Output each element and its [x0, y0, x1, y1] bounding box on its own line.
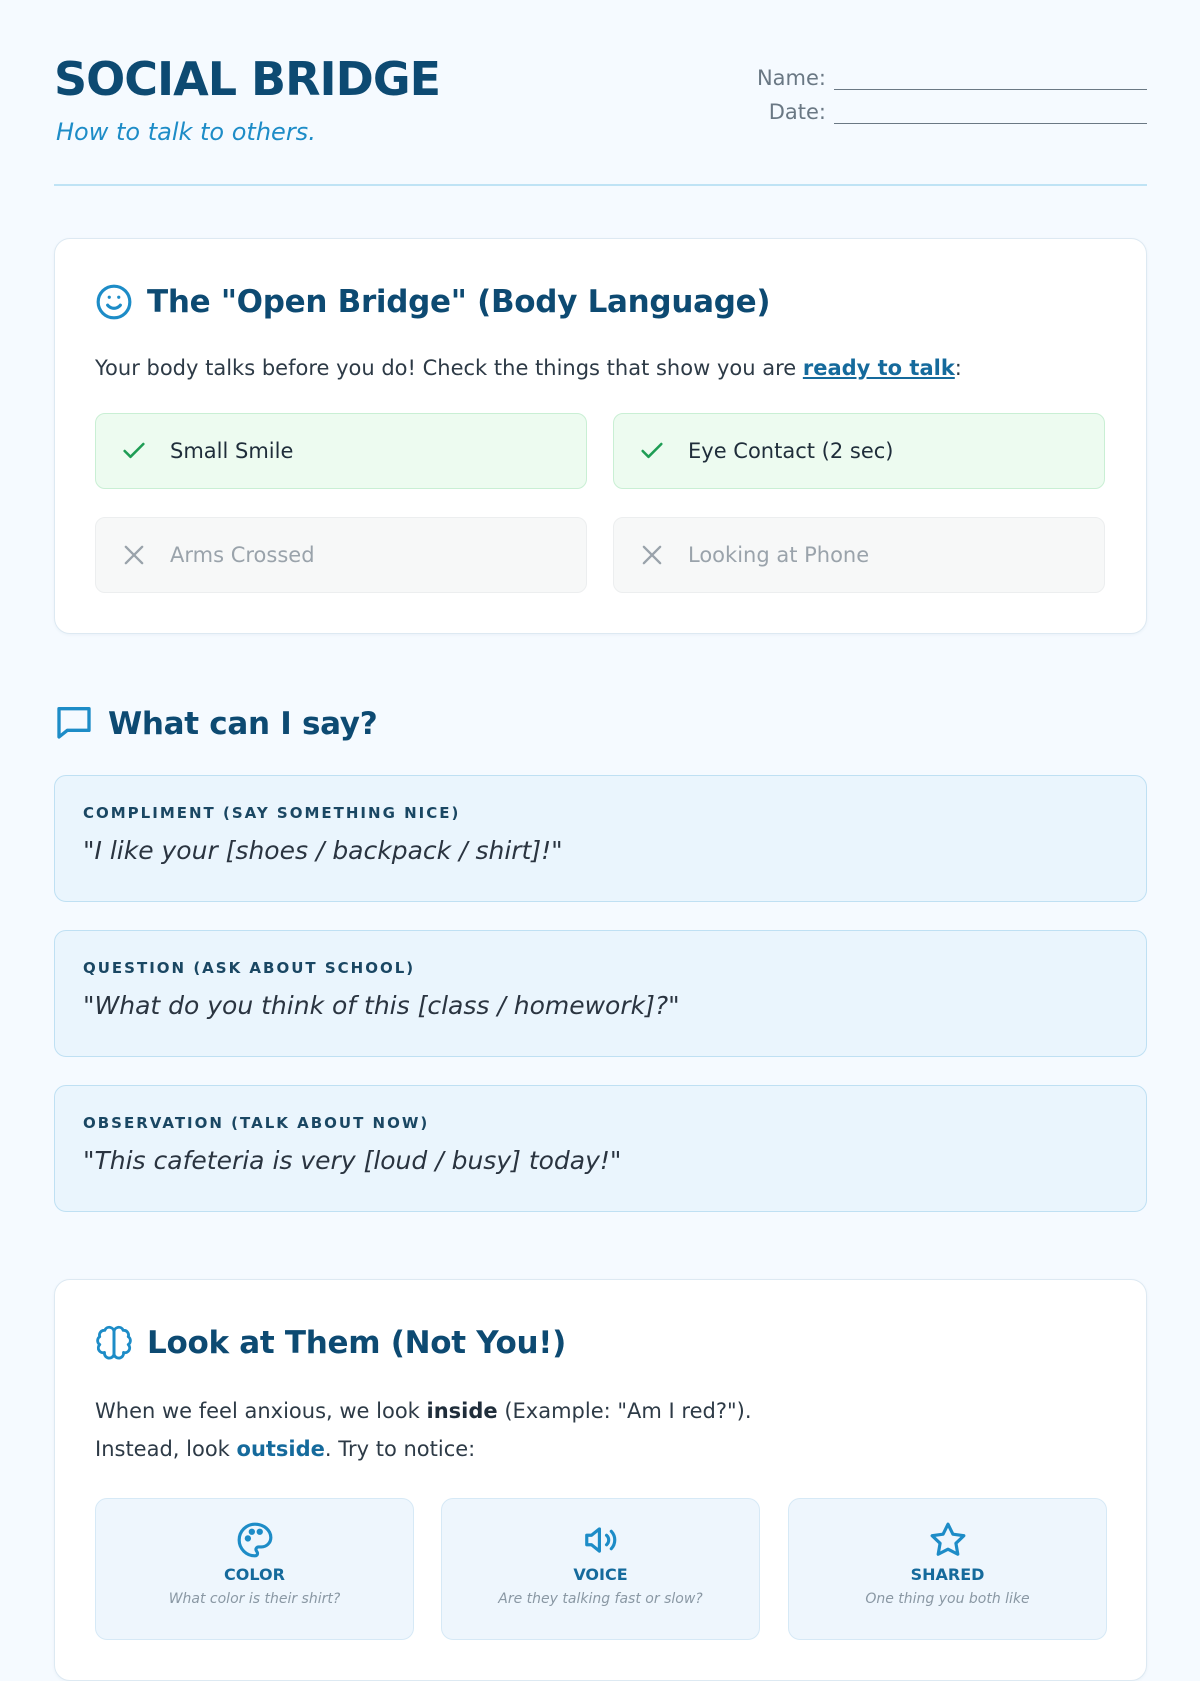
speech-bubble-icon: [54, 702, 94, 746]
checklist-label: Eye Contact (2 sec): [688, 439, 894, 463]
tile-label: SHARED: [910, 1565, 985, 1584]
x-icon: [120, 541, 154, 569]
checklist-item-arms-crossed[interactable]: [95, 517, 587, 593]
palette-icon: [96, 1521, 413, 1559]
notice-tile-voice: [441, 1498, 760, 1640]
intro-colon: :: [954, 356, 962, 380]
brain-icon: [95, 1324, 133, 1362]
look-at-them-header: [95, 1324, 566, 1362]
phrase-text: "What do you think of this [class / homework]?": [83, 991, 680, 1020]
checklist-item-small-smile[interactable]: [95, 413, 587, 489]
text: . Try to notice:: [324, 1437, 476, 1461]
text: When we feel anxious, we look: [95, 1399, 427, 1423]
student-info: [727, 56, 1147, 124]
tile-caption: One thing you both like: [865, 1591, 1030, 1607]
body-language-header: [95, 283, 770, 321]
phrase-card-compliment: [54, 775, 1147, 902]
checklist-label: Looking at Phone: [688, 543, 870, 567]
tile-caption: Are they talking fast or slow?: [498, 1591, 703, 1607]
name-label: Name:: [756, 66, 826, 90]
inside-word: inside: [426, 1399, 498, 1423]
checklist-label: Small Smile: [170, 439, 294, 463]
text: Instead, look: [95, 1437, 237, 1461]
phrase-card-question: [54, 930, 1147, 1057]
tile-label: COLOR: [224, 1565, 285, 1584]
look-at-them-heading: Look at Them (Not You!): [147, 1325, 567, 1361]
phrase-text: "This cafeteria is very [loud / busy] today!": [83, 1146, 622, 1175]
look-line-1: [95, 1392, 752, 1430]
notice-tile-shared: [788, 1498, 1107, 1640]
name-field[interactable]: [834, 67, 1147, 90]
notice-tile-color: [95, 1498, 414, 1640]
check-icon: [638, 437, 672, 465]
date-field[interactable]: [834, 101, 1147, 124]
smile-icon: [95, 283, 133, 321]
page-subtitle: How to talk to others.: [56, 118, 316, 146]
phrase-label: QUESTION (ASK ABOUT SCHOOL): [83, 959, 416, 977]
header: [54, 0, 1147, 186]
look-line-2: [95, 1430, 752, 1468]
ready-to-talk-link[interactable]: ready to talk: [802, 356, 955, 380]
body-language-heading: The "Open Bridge" (Body Language): [147, 284, 771, 320]
body-language-intro: [95, 349, 962, 387]
outside-word: outside: [236, 1437, 325, 1461]
look-at-them-text: [95, 1392, 752, 1468]
speaker-icon: [442, 1521, 759, 1559]
intro-text: Your body talks before you do! Check the things that show you are: [95, 356, 803, 380]
what-to-say-header: [54, 702, 377, 746]
text: (Example: "Am I red?").: [497, 1399, 752, 1423]
x-icon: [638, 541, 672, 569]
checklist-label: Arms Crossed: [170, 543, 315, 567]
phrase-label: OBSERVATION (TALK ABOUT NOW): [83, 1114, 430, 1132]
tile-label: VOICE: [573, 1565, 628, 1584]
star-icon: [789, 1521, 1106, 1559]
tile-caption: What color is their shirt?: [168, 1591, 341, 1607]
page-title: SOCIAL BRIDGE: [54, 52, 440, 106]
worksheet: [54, 0, 1147, 1607]
date-label: Date:: [768, 100, 826, 124]
check-icon: [120, 437, 154, 465]
checklist-item-looking-at-phone[interactable]: [613, 517, 1105, 593]
phrase-text: "I like your [shoes / backpack / shirt]!": [83, 836, 563, 865]
checklist-item-eye-contact[interactable]: [613, 413, 1105, 489]
phrase-label: COMPLIMENT (SAY SOMETHING NICE): [83, 804, 461, 822]
body-language-card: [54, 238, 1147, 634]
look-at-them-card: [54, 1279, 1147, 1681]
phrase-card-observation: [54, 1085, 1147, 1212]
what-to-say-heading: What can I say?: [108, 706, 378, 742]
